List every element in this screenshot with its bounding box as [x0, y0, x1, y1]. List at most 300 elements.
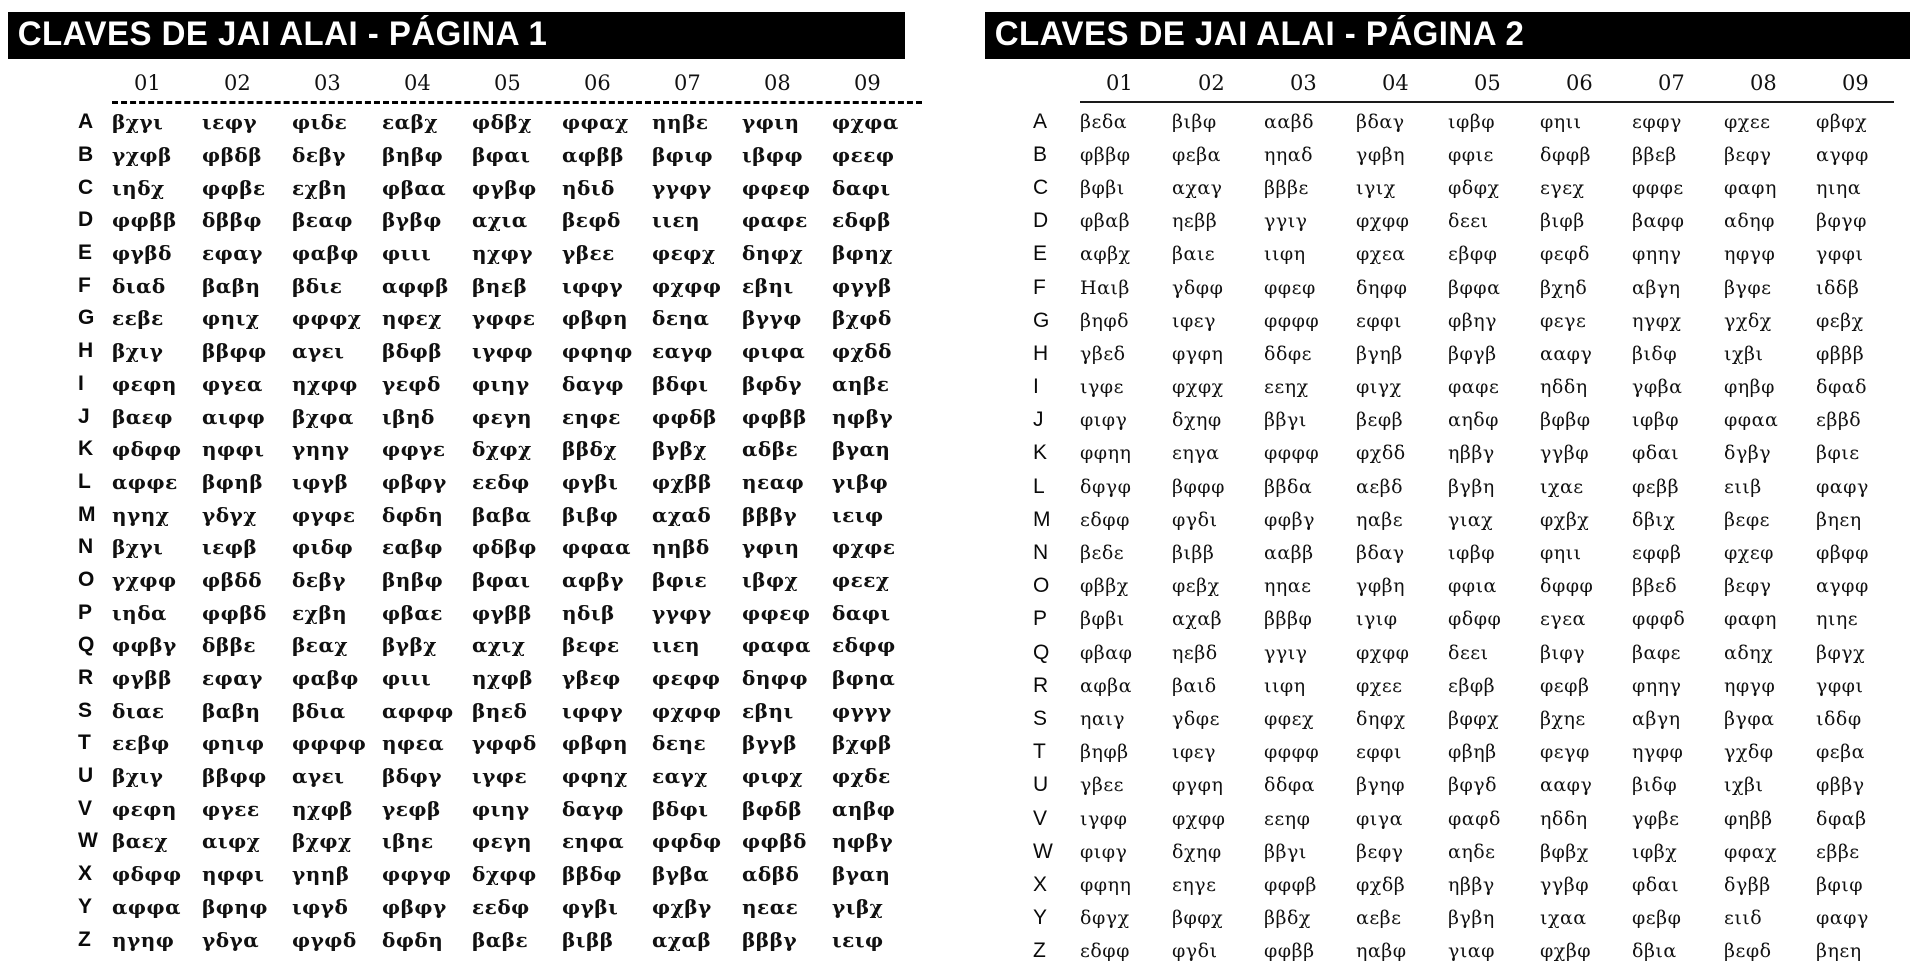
code-cell: βγφα — [1724, 707, 1775, 730]
table-row — [8, 466, 922, 499]
code-cell: φχφφ — [1172, 807, 1226, 830]
column-header: 07 — [674, 71, 701, 95]
table-row — [985, 138, 1913, 171]
table-row — [8, 792, 922, 825]
code-cell: βχιγ — [112, 764, 164, 789]
code-cell: φφαα — [562, 535, 631, 560]
code-cell: φγφη — [1172, 342, 1224, 365]
row-letter: A — [78, 110, 94, 134]
code-cell: φφββ — [112, 208, 177, 233]
code-cell: φφαχ — [562, 110, 629, 135]
code-cell: ιχαε — [1540, 475, 1584, 498]
code-cell: αχαβ — [652, 927, 712, 952]
code-cell: βφαι — [472, 143, 531, 168]
table-row — [985, 404, 1913, 437]
header-rule-solid — [1080, 101, 1894, 103]
code-cell: ηφγφ — [1724, 674, 1776, 697]
code-cell: βιβφ — [562, 502, 619, 527]
code-cell: φιγχ — [1356, 376, 1402, 399]
code-cell: βαεφ — [112, 404, 173, 429]
code-cell: βαβε — [472, 927, 529, 952]
code-cell: γβεδ — [1080, 342, 1126, 365]
code-cell: φεβφ — [1632, 907, 1682, 930]
code-cell: γφφι — [1816, 674, 1864, 697]
code-cell: γβεε — [1080, 774, 1125, 797]
code-cell: βχηδ — [1540, 276, 1588, 299]
table-row — [8, 825, 922, 858]
code-cell: ββδα — [1264, 475, 1313, 498]
code-cell: γδγα — [202, 927, 260, 952]
table-row — [985, 437, 1913, 470]
code-cell: βδαγ — [1356, 542, 1405, 565]
code-cell: φφγφ — [382, 862, 452, 887]
table-row — [8, 237, 922, 270]
code-cell: βφφχ — [1172, 907, 1224, 930]
code-cell: φφεφ — [742, 600, 811, 625]
code-cell: γγβφ — [1540, 873, 1589, 896]
code-cell: ιγιχ — [1356, 176, 1396, 199]
row-letter: E — [78, 241, 93, 265]
code-cell: βεαφ — [292, 208, 353, 233]
code-cell: αχαγ — [1172, 176, 1223, 199]
code-cell: βγαη — [832, 862, 891, 887]
code-cell: ηαβφ — [1356, 940, 1407, 963]
code-cell: φηβφ — [1724, 376, 1775, 399]
row-letter: U — [1033, 773, 1049, 797]
code-cell: βδια — [292, 698, 346, 723]
code-cell: ιφβφ — [1632, 409, 1680, 432]
code-cell: ααφγ — [1540, 342, 1593, 365]
code-cell: ηχφβ — [472, 666, 534, 691]
code-cell: ιγιφ — [1356, 608, 1398, 631]
code-cell: εγεχ — [1540, 176, 1585, 199]
code-cell: φεφχ — [652, 241, 716, 266]
code-cell: αεβδ — [1356, 475, 1404, 498]
code-cell: γφφε — [472, 306, 536, 331]
row-letter: L — [78, 469, 91, 493]
row-letter: H — [78, 339, 94, 363]
code-cell: γφιη — [742, 110, 800, 135]
code-cell: εβηι — [742, 698, 794, 723]
code-cell: φβββ — [1816, 342, 1865, 365]
code-cell: φγβι — [562, 469, 619, 494]
table-row — [8, 564, 922, 597]
code-cell: φγφη — [1172, 774, 1224, 797]
code-cell: ιφβφ — [1448, 542, 1496, 565]
code-cell: ηββγ — [1448, 442, 1495, 465]
code-cell: γχδχ — [1724, 309, 1772, 332]
code-cell: φβαε — [382, 600, 443, 625]
code-cell: φφεφ — [1264, 276, 1316, 299]
code-cell: βιββ — [562, 927, 614, 952]
code-cell: γιαφ — [1448, 940, 1495, 963]
code-cell: αδηφ — [1724, 210, 1775, 233]
code-cell: φιηγ — [472, 796, 530, 821]
code-cell: βαιε — [1172, 243, 1216, 266]
code-cell: φχφα — [832, 110, 899, 135]
code-cell: βγφε — [1724, 276, 1772, 299]
code-cell: ηφεχ — [382, 306, 442, 331]
code-cell: δχφχ — [472, 437, 532, 462]
code-cell: εεηφ — [1264, 807, 1311, 830]
column-header: 08 — [764, 71, 791, 95]
code-cell: φφεχ — [1264, 707, 1314, 730]
row-letter: E — [1033, 242, 1048, 266]
row-letter: A — [1033, 109, 1048, 133]
code-cell: βιδφ — [1632, 342, 1678, 365]
code-cell: ιιεη — [652, 633, 701, 658]
code-cell: βχφβ — [832, 731, 892, 756]
code-cell: βιφβ — [1540, 210, 1585, 233]
code-cell: εαγχ — [652, 764, 708, 789]
code-cell: φιιι — [382, 666, 432, 691]
row-letter: G — [78, 306, 95, 330]
code-cell: φγββ — [112, 666, 172, 691]
code-cell: βεδε — [1080, 542, 1125, 565]
code-cell: βφηα — [832, 666, 896, 691]
row-letter: T — [1033, 740, 1046, 764]
code-cell: φφβγ — [112, 633, 177, 658]
code-cell: βφιε — [1816, 442, 1860, 465]
table-row — [985, 105, 1913, 138]
header-rule-dashed — [112, 101, 922, 104]
code-cell: βδφγ — [382, 764, 442, 789]
code-cell: εφφι — [1356, 741, 1402, 764]
row-letter: D — [1033, 209, 1049, 233]
code-cell: φιδφ — [292, 535, 354, 560]
code-cell: εεδφ — [472, 894, 530, 919]
code-cell: φφηχ — [562, 764, 628, 789]
code-cell: δφαβ — [1816, 807, 1867, 830]
table-row — [985, 371, 1913, 404]
code-cell: γβεφ — [562, 666, 621, 691]
code-cell: εαβχ — [382, 110, 438, 135]
code-cell: δφγχ — [1080, 907, 1130, 930]
code-cell: βββγ — [742, 502, 798, 527]
code-cell: βγβφ — [382, 208, 442, 233]
row-letter: N — [78, 535, 94, 559]
code-cell: φχεα — [1356, 243, 1406, 266]
code-cell: βδφβ — [382, 339, 442, 364]
row-letter: Y — [1033, 906, 1048, 930]
code-cell: φγγγ — [832, 698, 892, 723]
table-row — [8, 629, 922, 662]
code-cell: εββδ — [1816, 409, 1862, 432]
code-cell: βαβη — [202, 273, 261, 298]
code-cell: αγφφ — [1816, 143, 1869, 166]
code-cell: φφφδ — [1632, 608, 1686, 631]
code-cell: βεφε — [562, 633, 620, 658]
code-cell: γγφγ — [652, 600, 712, 625]
row-letter: I — [1033, 375, 1039, 399]
code-cell: φεβα — [1816, 741, 1865, 764]
code-cell: φχφφ — [652, 698, 722, 723]
code-cell: αγει — [292, 339, 345, 364]
code-cell: φφφφ — [292, 731, 367, 756]
code-cell: φιφγ — [1080, 840, 1128, 863]
code-cell: ααφγ — [1540, 774, 1593, 797]
code-cell: βφβφ — [1540, 409, 1591, 432]
code-cell: φγβδ — [112, 241, 172, 266]
table-row — [8, 433, 922, 466]
code-cell: δεβγ — [292, 567, 346, 592]
code-cell: ααββ — [1264, 542, 1314, 565]
code-cell: φεβα — [1172, 143, 1221, 166]
code-cell: γγιγ — [1264, 210, 1308, 233]
code-cell: φγδι — [1172, 940, 1218, 963]
code-cell: βδφι — [652, 371, 709, 396]
code-cell: βεφγ — [1724, 143, 1772, 166]
code-cell: βφβχ — [1540, 840, 1589, 863]
code-cell: ιγφφ — [472, 339, 534, 364]
table-row — [985, 337, 1913, 370]
code-cell: φγβφ — [472, 175, 537, 200]
code-cell: φιδε — [292, 110, 348, 135]
code-cell: φηηγ — [1632, 674, 1682, 697]
code-cell: ιφβχ — [1632, 840, 1678, 863]
code-cell: αχιχ — [472, 633, 526, 658]
code-cell: ιδδβ — [1816, 276, 1860, 299]
code-cell: γδγχ — [202, 502, 257, 527]
code-cell: φβφγ — [382, 894, 447, 919]
table-row — [985, 902, 1913, 935]
code-cell: φδφχ — [1448, 176, 1500, 199]
code-cell: φεββ — [1632, 475, 1680, 498]
row-letter: K — [1033, 441, 1048, 465]
table-row — [985, 636, 1913, 669]
code-cell: αγφφ — [1816, 575, 1869, 598]
code-cell: φββγ — [1816, 774, 1865, 797]
code-cell: βηβφ — [382, 567, 444, 592]
table-row — [985, 868, 1913, 901]
code-cell: γιβχ — [832, 894, 884, 919]
code-cell: φηηγ — [1632, 243, 1682, 266]
code-cell: φχφφ — [1356, 641, 1410, 664]
code-cell: φιγα — [1356, 807, 1403, 830]
code-cell: αηδφ — [1448, 409, 1499, 432]
table-row — [985, 802, 1913, 835]
table-row — [8, 891, 922, 924]
code-cell: ιχβι — [1724, 774, 1764, 797]
code-cell: ιιφη — [1264, 243, 1306, 266]
code-cell: ηαβε — [1356, 508, 1404, 531]
code-cell: ββγι — [1264, 409, 1307, 432]
code-cell: φαφδ — [1448, 807, 1501, 830]
code-cell: φβαφ — [1080, 641, 1133, 664]
code-cell: φγεε — [202, 796, 260, 821]
code-cell: φββφ — [1080, 143, 1131, 166]
code-cell: βιβφ — [1172, 110, 1217, 133]
code-cell: φεφη — [112, 796, 177, 821]
code-cell: αβγη — [1632, 707, 1681, 730]
code-cell: βφδγ — [742, 371, 802, 396]
code-cell: εεβφ — [112, 731, 170, 756]
code-cell: βφηβ — [202, 469, 264, 494]
table-body — [8, 106, 922, 956]
code-cell: βηεβ — [472, 273, 528, 298]
column-header: 04 — [404, 71, 431, 95]
code-cell: βγηβ — [1356, 342, 1403, 365]
code-cell: φδφφ — [112, 437, 182, 462]
code-cell: βεφδ — [1724, 940, 1772, 963]
table-row — [985, 669, 1913, 702]
code-cell: φδβχ — [472, 110, 532, 135]
code-cell: αφβα — [1080, 674, 1132, 697]
code-cell: ηγηχ — [112, 502, 170, 527]
code-cell: φαφα — [742, 633, 811, 658]
code-cell: βββγ — [742, 927, 798, 952]
code-cell: εβφφ — [1448, 243, 1498, 266]
table-row — [985, 470, 1913, 503]
row-letter: V — [1033, 806, 1048, 830]
table-row — [8, 760, 922, 793]
code-cell: ηηαε — [1264, 575, 1312, 598]
code-cell: βγγβ — [742, 731, 797, 756]
code-cell: βηβφ — [382, 143, 444, 168]
code-cell: φβφγ — [382, 469, 447, 494]
code-cell: γφβε — [1632, 807, 1680, 830]
code-cell: εβφβ — [1448, 674, 1496, 697]
code-cell: δεηε — [652, 731, 707, 756]
code-cell: αφββ — [562, 143, 625, 168]
column-header: 09 — [1842, 71, 1869, 95]
code-cell: φφββ — [742, 404, 807, 429]
code-cell: φεφβ — [1540, 674, 1590, 697]
code-cell: βηφβ — [1080, 741, 1129, 764]
code-cell: βχηε — [1540, 707, 1586, 730]
table-row — [8, 596, 922, 629]
table-row — [8, 531, 922, 564]
code-cell: φβφφ — [1816, 542, 1869, 565]
code-cell: αιφχ — [202, 829, 261, 854]
code-cell: φφαχ — [1724, 840, 1777, 863]
row-letter: U — [78, 764, 94, 788]
code-cell: γφβη — [1356, 143, 1406, 166]
table-row — [8, 204, 922, 237]
code-cell: φφαα — [1724, 409, 1779, 432]
code-cell: βαβη — [202, 698, 261, 723]
code-cell: αηβε — [832, 371, 890, 396]
code-cell: βηεη — [1816, 508, 1862, 531]
code-cell: δφδη — [382, 927, 444, 952]
code-cell: φχβχ — [1540, 508, 1590, 531]
code-cell: φχφφ — [1356, 210, 1410, 233]
code-cell: ιφεγ — [1172, 309, 1216, 332]
code-cell: ιηδχ — [112, 175, 165, 200]
table-row — [985, 304, 1913, 337]
code-cell: φεφδ — [1540, 243, 1590, 266]
code-cell: φχεε — [1356, 674, 1403, 697]
code-cell: γεφδ — [382, 371, 441, 396]
code-cell: ιηδα — [112, 600, 167, 625]
code-cell: δεηα — [652, 306, 710, 331]
code-cell: ββδχ — [1264, 907, 1311, 930]
row-letter: B — [78, 143, 94, 167]
code-cell: ιβηε — [382, 829, 434, 854]
code-cell: βχιγ — [112, 339, 164, 364]
code-cell: βφβι — [1080, 608, 1125, 631]
row-letter: B — [1033, 142, 1048, 166]
code-cell: φχδε — [832, 764, 891, 789]
code-cell: φχβφ — [1540, 940, 1592, 963]
row-letter: J — [1033, 408, 1044, 432]
code-cell: γφβη — [1356, 575, 1406, 598]
page-2-title-bar — [985, 12, 1910, 59]
code-cell: ηιηε — [1816, 608, 1859, 631]
code-cell: φιηγ — [472, 371, 530, 396]
code-cell: γχφβ — [112, 143, 172, 168]
row-letter: P — [78, 600, 93, 624]
row-letter: X — [1033, 872, 1048, 896]
code-cell: φφφβ — [1264, 873, 1317, 896]
code-cell: εφφβ — [1632, 542, 1682, 565]
code-cell: γιβφ — [832, 469, 889, 494]
code-cell: φφφφ — [1264, 741, 1320, 764]
row-letter: K — [78, 437, 94, 461]
code-cell: ηφφι — [202, 862, 265, 887]
column-header-row — [8, 65, 922, 101]
code-cell: ηηβδ — [652, 535, 710, 560]
table-row — [8, 302, 922, 335]
column-header: 09 — [854, 71, 881, 95]
code-cell: φηιχ — [202, 306, 260, 331]
code-cell: βδιε — [292, 273, 343, 298]
code-cell: αιφφ — [202, 404, 266, 429]
row-letter: O — [78, 567, 95, 591]
column-header: 03 — [314, 71, 341, 95]
code-cell: βχγι — [112, 535, 164, 560]
code-cell: βφδβ — [742, 796, 802, 821]
code-cell: φφιε — [1448, 143, 1494, 166]
code-cell: εχβη — [292, 175, 348, 200]
row-letter: G — [1033, 308, 1050, 332]
code-cell: φηιφ — [202, 731, 265, 756]
code-cell: βγγφ — [742, 306, 802, 331]
code-cell: γιαχ — [1448, 508, 1494, 531]
code-cell: βφιε — [652, 567, 708, 592]
code-cell: ηδδη — [1540, 807, 1588, 830]
code-cell: εδφφ — [832, 633, 896, 658]
code-cell: ιφγβ — [292, 469, 349, 494]
code-cell: ιειφ — [832, 927, 884, 952]
row-letter: P — [1033, 607, 1048, 631]
code-cell: φβδβ — [202, 143, 262, 168]
code-cell: φγδι — [1172, 508, 1218, 531]
table-row — [985, 935, 1913, 968]
code-cell: φδφφ — [1448, 608, 1502, 631]
code-cell: ηββγ — [1448, 873, 1495, 896]
code-cell: βφηφ — [202, 894, 269, 919]
code-cell: δχηφ — [1172, 840, 1222, 863]
code-cell: αβγη — [1632, 276, 1681, 299]
code-cell: αχαβ — [1172, 608, 1223, 631]
code-cell: φβηγ — [1448, 309, 1498, 332]
column-header: 01 — [134, 71, 161, 95]
code-cell: δηφφ — [742, 666, 809, 691]
code-cell: εγεα — [1540, 608, 1586, 631]
code-cell: ηφφι — [202, 437, 265, 462]
code-cell: αδηχ — [1724, 641, 1774, 664]
row-letter: N — [1033, 541, 1049, 565]
row-letter: W — [1033, 839, 1053, 863]
code-cell: δγβγ — [1724, 442, 1772, 465]
row-letter: Z — [1033, 939, 1046, 963]
code-cell: φφδβ — [652, 404, 717, 429]
code-cell: ιφφγ — [562, 698, 624, 723]
table-row — [985, 536, 1913, 569]
code-cell: δγββ — [1724, 873, 1771, 896]
code-cell: φχδβ — [1356, 873, 1406, 896]
